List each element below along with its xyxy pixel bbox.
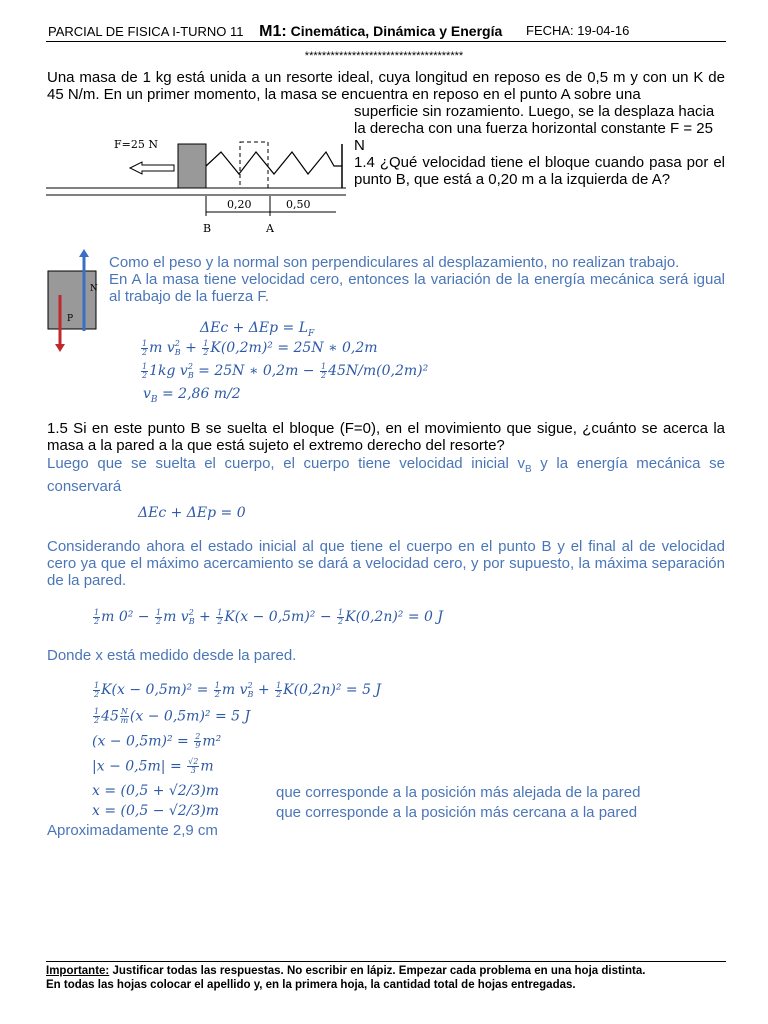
block	[178, 144, 206, 188]
normal-label: N	[90, 284, 98, 294]
problem-intro: Una masa de 1 kg está unida a un resorte ideal, cuya longitud en reposo es de 0,5 m y con un K de 45 N/m. En un primer momento, la masa se encuentra en reposo en el punto A sobre una	[47, 69, 725, 103]
answer-14-p1: Como el peso y la normal son perpendiculares al desplazamiento, no realizan trabajo.	[109, 254, 680, 271]
normal-arrowhead-icon	[79, 249, 89, 257]
eq-energy-work: $\Delta Ec + \Delta Ep = L_F$	[200, 320, 315, 339]
footer-line-1: Importante: Justificar todas las respuestas. No escribir en lápiz. Empezar cada problema en una hoja distinta.	[46, 965, 646, 977]
module-title: M1: Cinemática, Dinámica y Energía	[259, 23, 503, 40]
header	[48, 23, 630, 41]
answer-15-p3: Donde x está medido desde la pared.	[47, 647, 297, 664]
eq-step-3: (x − 0,5m)² = $\frac{2}{9}$ m²	[92, 732, 222, 750]
footer-line-2: En todas las hojas colocar el apellido y, en la primera hoja, la cantidad total de hojas entregadas.	[46, 979, 576, 991]
point-a-label: A	[266, 222, 274, 235]
eq-solution-far: x = (0,5 + √2/3)m	[92, 783, 220, 799]
eq-energy-values: $\frac{1}{2}$ 1kg v 2 B = 25N ∗ 0,2m − $\frac{1}{2}$ 45N/m(0,2m)²	[142, 361, 429, 380]
exam-date: FECHA: 19-04-16	[526, 23, 630, 38]
rest-position-box	[240, 142, 268, 188]
weight-label: P	[67, 314, 74, 324]
note-solution-near: que corresponde a la posición más cercana a la pared	[276, 804, 638, 821]
note-solution-far: que corresponde a la posición más alejada de la pared	[276, 784, 641, 801]
dimension-2: 0,50	[286, 198, 311, 211]
answer-14-p2: En A la masa tiene velocidad cero, entonces la variación de la energía mecánica será igual al trabajo de la fuerza F.	[109, 271, 725, 305]
approximation: Aproximadamente 2,9 cm	[47, 822, 218, 839]
header-rule	[46, 41, 726, 42]
force-label: F=25 N	[114, 138, 158, 151]
problem-right-text: superficie sin rozamiento. Luego, se la desplaza hacia la derecha con una fuerza horizontal constante F = 25 N	[354, 103, 715, 154]
separator: *************************************	[304, 50, 464, 62]
dimension-1: 0,20	[227, 198, 252, 211]
eq-step-1: $\frac{1}{2}$ K(x − 0,5m)² = $\frac{1}{2}$ m v 2 B + $\frac{1}{2}$ K(0,2n)² = 5 J	[94, 680, 382, 699]
spring-diagram	[46, 122, 356, 242]
weight-arrowhead-icon	[55, 344, 65, 352]
footer-note	[46, 964, 726, 992]
eq-conservation: ΔEc + ΔEp = 0	[138, 505, 246, 521]
answer-15-p2: Considerando ahora el estado inicial al que tiene el cuerpo en el punto B y el final al de velocidad cero ya que el máximo acercamiento se dará a velocidad cero, y por supuesto, la máxima separación de la pared.	[47, 538, 725, 589]
exam-title: PARCIAL DE FISICA I-TURNO 11	[48, 24, 244, 39]
spring	[206, 152, 342, 174]
question-1-4: 1.4 ¿Qué velocidad tiene el bloque cuando pasa por el punto B, que está a 0,20 m a la izquierda de A?	[354, 154, 725, 188]
eq-step-2: $\frac{1}{2}$ 45 $\frac{N}{m}$ (x − 0,5m)² = 5 J	[94, 707, 251, 725]
eq-velocity-result: $v_B = 2,86$ m/2	[143, 386, 241, 405]
eq-energy-detail: $\frac{1}{2}$ m v 2 B + $\frac{1}{2}$ K(0,2m)² = 25N ∗ 0,2m	[142, 338, 378, 357]
free-body-diagram	[46, 249, 106, 359]
point-b-label: B	[203, 222, 212, 235]
answer-15-p1: Luego que se suelta el cuerpo, el cuerpo tiene velocidad inicial $v_B$ y la energía mecánica se conservará	[47, 455, 725, 495]
footer-rule	[46, 961, 726, 962]
eq-step-4: |x − 0,5m| = $\frac{√2}{3}$ m	[92, 757, 214, 775]
force-arrow-icon	[130, 162, 174, 174]
eq-solution-near: x = (0,5 − √2/3)m	[92, 803, 220, 819]
eq-main-balance: $\frac{1}{2}$ m 0² − $\frac{1}{2}$ m v 2 B + $\frac{1}{2}$ K(x − 0,5m)² − $\frac{1}{2}$ K(0,2n)² = 0 J	[94, 607, 444, 626]
question-1-5: 1.5 Si en este punto B se suelta el bloque (F=0), en el movimiento que sigue, ¿cuánto se acerca la masa a la pared a la que está sujeto el extremo derecho del resorte?	[47, 420, 725, 454]
